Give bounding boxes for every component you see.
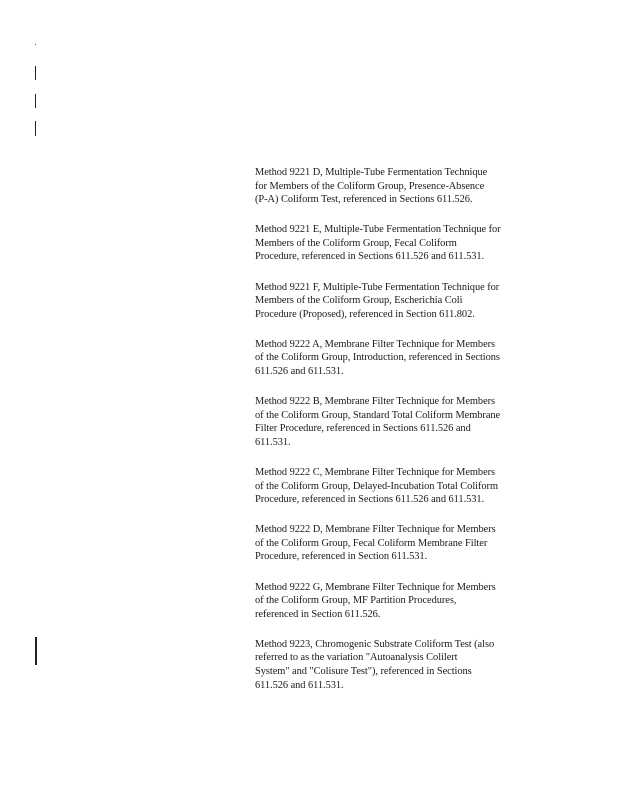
method-entry-9222a: Method 9222 A, Membrane Filter Technique for Members of the Coliform Group, Introduction, referenced in Sections 611.526 and 611.531.: [255, 338, 500, 378]
method-entry-9221d: Method 9221 D, Multiple-Tube Fermentation Technique for Members of the Coliform Group, Presence-Absence (P-A) Coliform Test, referenced in Sections 611.526.: [255, 167, 488, 206]
revision-bar: [35, 66, 36, 80]
method-entry-9221e: Method 9221 E, Multiple-Tube Fermentation Technique for Members of the Coliform Group, Fecal Coliform Procedure, referenced in Sections 611.526 and 611.531.: [255, 224, 501, 263]
method-entry-9223: Method 9223, Chromogenic Substrate Coliform Test (also referred to as the variation "Autoanalysis Colilert System" and "Colisure Test"), referenced in Sections 611.526 and 611.531.: [255, 638, 495, 691]
method-reference-list: [255, 166, 555, 709]
method-entry-9222c: Method 9222 C, Membrane Filter Technique for Members of the Coliform Group, Delayed-Incubation Total Coliform Procedure, referenced in Sections 611.526 and 611.531.: [255, 467, 499, 506]
revision-bar: [35, 94, 36, 108]
revision-bar: [35, 637, 37, 665]
method-entry-9222b: Method 9222 B, Membrane Filter Technique for Members of the Coliform Group, Standard Total Coliform Membrane Filter Procedure, referenced in Sections 611.526 and 611.531.: [255, 396, 501, 448]
revision-bar: [35, 121, 36, 136]
method-entry-9222d: Method 9222 D, Membrane Filter Technique for Members of the Coliform Group, Fecal Coliform Membrane Filter Procedure, referenced in Section 611.531.: [255, 524, 496, 563]
method-entry-9221f: Method 9221 F, Multiple-Tube Fermentation Technique for Members of the Coliform Group, Escherichia Coli Procedure (Proposed), referenced in Section 611.802.: [255, 281, 500, 320]
scan-speck: [35, 44, 36, 45]
method-entry-9222g: Method 9222 G, Membrane Filter Technique for Members of the Coliform Group, MF Partition Procedures, referenced in Section 611.526.: [255, 581, 496, 620]
